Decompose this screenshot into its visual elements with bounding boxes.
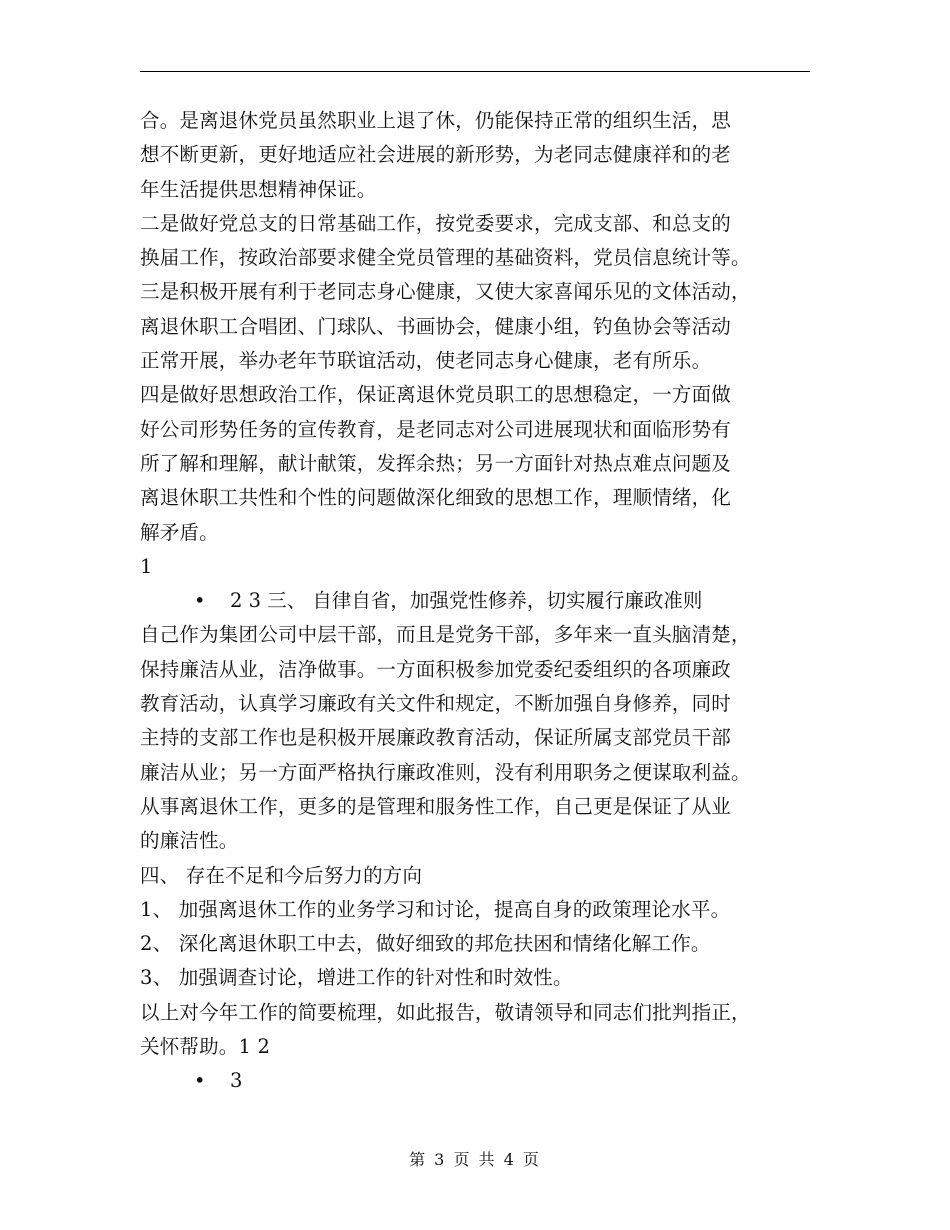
trailing-bullet <box>140 1064 816 1098</box>
text-line: 保持廉洁从业，洁净做事。一方面积极参加党委纪委组织的各项廉政 <box>140 657 732 681</box>
text-line: 二是做好党总支的日常基础工作，按党委要求，完成支部、和总支的 <box>140 211 732 235</box>
text-line: 从事离退休工作，更多的是管理和服务性工作，自己更是保证了从业 <box>140 794 732 818</box>
text-line: 教育活动，认真学习廉政有关文件和规定，不断加强自身修养，同时 <box>140 692 732 716</box>
text-line: 以上对今年工作的简要梳理，如此报告，敬请领导和同志们批判指正， <box>140 1000 751 1024</box>
text-line: 主持的支部工作也是积极开展廉政教育活动，保证所属支部党员干部 <box>140 726 732 750</box>
list-item: 2、 深化离退休职工中去，做好细致的邦危扶困和情绪化解工作。 <box>140 932 711 956</box>
text-line: 解矛盾。 <box>140 520 219 544</box>
header-rule <box>140 71 810 72</box>
section-heading: 四、 存在不足和今后努力的方向 <box>140 863 423 887</box>
document-body <box>140 104 816 1099</box>
section-heading-text: 2 3 三、 自律自省，加强党性修养，切实履行廉政准则 <box>230 589 703 613</box>
text-line: 离退休职工合唱团、门球队、书画协会，健康小组，钓鱼协会等活动 <box>140 314 732 338</box>
text-line: 所了解和理解，献计献策，发挥余热；另一方面针对热点难点问题及 <box>140 451 732 475</box>
text-line: 想不断更新，更好地适应社会进展的新形势，为老同志健康祥和的老 <box>140 143 732 167</box>
text-line: 关怀帮助。1 2 <box>140 1035 271 1059</box>
text-line: 换届工作，按政治部要求健全党员管理的基础资料，党员信息统计等。 <box>140 246 751 270</box>
section-heading-bullet <box>140 584 816 618</box>
text-line: 廉洁从业；另一方面严格执行廉政准则，没有利用职务之便谋取利益。 <box>140 760 751 784</box>
bullet-icon: • <box>194 589 206 613</box>
text-line: 好公司形势任务的宣传教育，是老同志对公司进展现状和面临形势有 <box>140 417 732 441</box>
text-line: 合。是离退休党员虽然职业上退了休，仍能保持正常的组织生活，思 <box>140 109 732 132</box>
list-item: 1、 加强离退休工作的业务学习和讨论，提高自身的政策理论水平。 <box>140 897 731 921</box>
text-line: 三是积极开展有利于老同志身心健康，又使大家喜闻乐见的文体活动， <box>140 280 751 304</box>
text-line: 离退休职工共性和个性的问题做深化细致的思想工作，理顺情绪，化 <box>140 486 732 510</box>
page-number-marker: 1 <box>140 554 153 578</box>
text-line: 自己作为集团公司中层干部，而且是党务干部，多年来一直头脑清楚， <box>140 623 751 647</box>
page-footer: 第 3 页 共 4 页 <box>409 1150 541 1169</box>
trailing-bullet-text: 3 <box>230 1069 243 1093</box>
bullet-icon: • <box>194 1069 206 1093</box>
text-line: 年生活提供思想精神保证。 <box>140 177 377 201</box>
text-line: 正常开展，举办老年节联谊活动，使老同志身心健康，老有所乐。 <box>140 349 712 373</box>
text-line: 的廉洁性。 <box>140 829 239 853</box>
text-line: 四是做好思想政治工作，保证离退休党员职工的思想稳定，一方面做 <box>140 383 732 407</box>
list-item: 3、 加强调查讨论，增进工作的针对性和时效性。 <box>140 966 573 990</box>
